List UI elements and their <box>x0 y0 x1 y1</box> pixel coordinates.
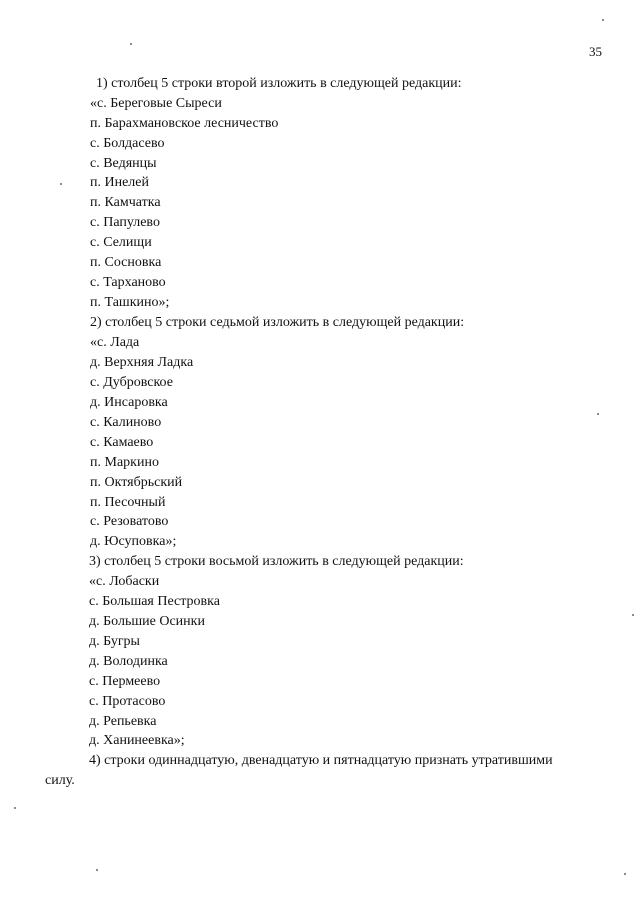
list-item: «с. Лада <box>90 335 140 350</box>
scan-speck <box>130 43 132 45</box>
list-item: д. Володинка <box>89 654 168 669</box>
list-item: с. Камаево <box>90 435 154 450</box>
list-item: д. Юсуповка»; <box>90 534 177 549</box>
list-item: д. Большие Осинки <box>89 614 205 629</box>
paragraph-1-intro: 1) столбец 5 строки второй изложить в следующей редакции: <box>96 76 462 91</box>
scan-speck <box>14 807 16 809</box>
list-item: с. Селищи <box>90 235 152 250</box>
scan-speck <box>96 869 98 871</box>
list-item: с. Большая Пестровка <box>89 594 220 609</box>
scan-speck <box>632 614 634 616</box>
scan-speck <box>597 413 599 415</box>
paragraph-4: 4) строки одиннадцатую, двенадцатую и пятнадцатую признать утратившими <box>89 753 553 768</box>
list-item: «с. Береговые Сыреси <box>90 96 222 111</box>
paragraph-3-intro: 3) столбец 5 строки восьмой изложить в следующей редакции: <box>89 554 464 569</box>
list-item: «с. Лобаски <box>89 574 160 589</box>
list-item: п. Сосновка <box>90 255 162 270</box>
list-item: с. Ведянцы <box>90 156 157 171</box>
list-item: п. Октябрьский <box>90 475 183 490</box>
list-item: д. Репьевка <box>89 714 157 729</box>
list-item: п. Песочный <box>90 495 166 510</box>
page-number: 35 <box>589 44 602 59</box>
list-item: п. Ташкино»; <box>90 295 170 310</box>
list-item: п. Барахмановское лесничество <box>90 116 279 131</box>
list-item: с. Болдасево <box>90 136 165 151</box>
list-item: с. Пермеево <box>89 674 161 689</box>
scan-speck <box>624 873 626 875</box>
list-item: д. Верхняя Ладка <box>90 355 194 370</box>
scan-speck <box>60 183 62 185</box>
list-item: с. Резоватово <box>90 514 169 529</box>
list-item: с. Калиново <box>90 415 162 430</box>
list-item: с. Дубровское <box>90 375 173 390</box>
paragraph-2-intro: 2) столбец 5 строки седьмой изложить в следующей редакции: <box>90 315 465 330</box>
list-item: д. Инсаровка <box>90 395 168 410</box>
list-item: с. Папулево <box>90 215 160 230</box>
scan-speck <box>602 19 604 21</box>
list-item: с. Протасово <box>89 694 166 709</box>
list-item: п. Маркино <box>90 455 159 470</box>
paragraph-4-continuation: силу. <box>45 773 75 788</box>
list-item: п. Камчатка <box>90 195 161 210</box>
list-item: с. Тарханово <box>90 275 166 290</box>
list-item: д. Ханинеевка»; <box>89 733 185 748</box>
list-item: п. Инелей <box>90 175 150 190</box>
list-item: д. Бугры <box>89 634 140 649</box>
